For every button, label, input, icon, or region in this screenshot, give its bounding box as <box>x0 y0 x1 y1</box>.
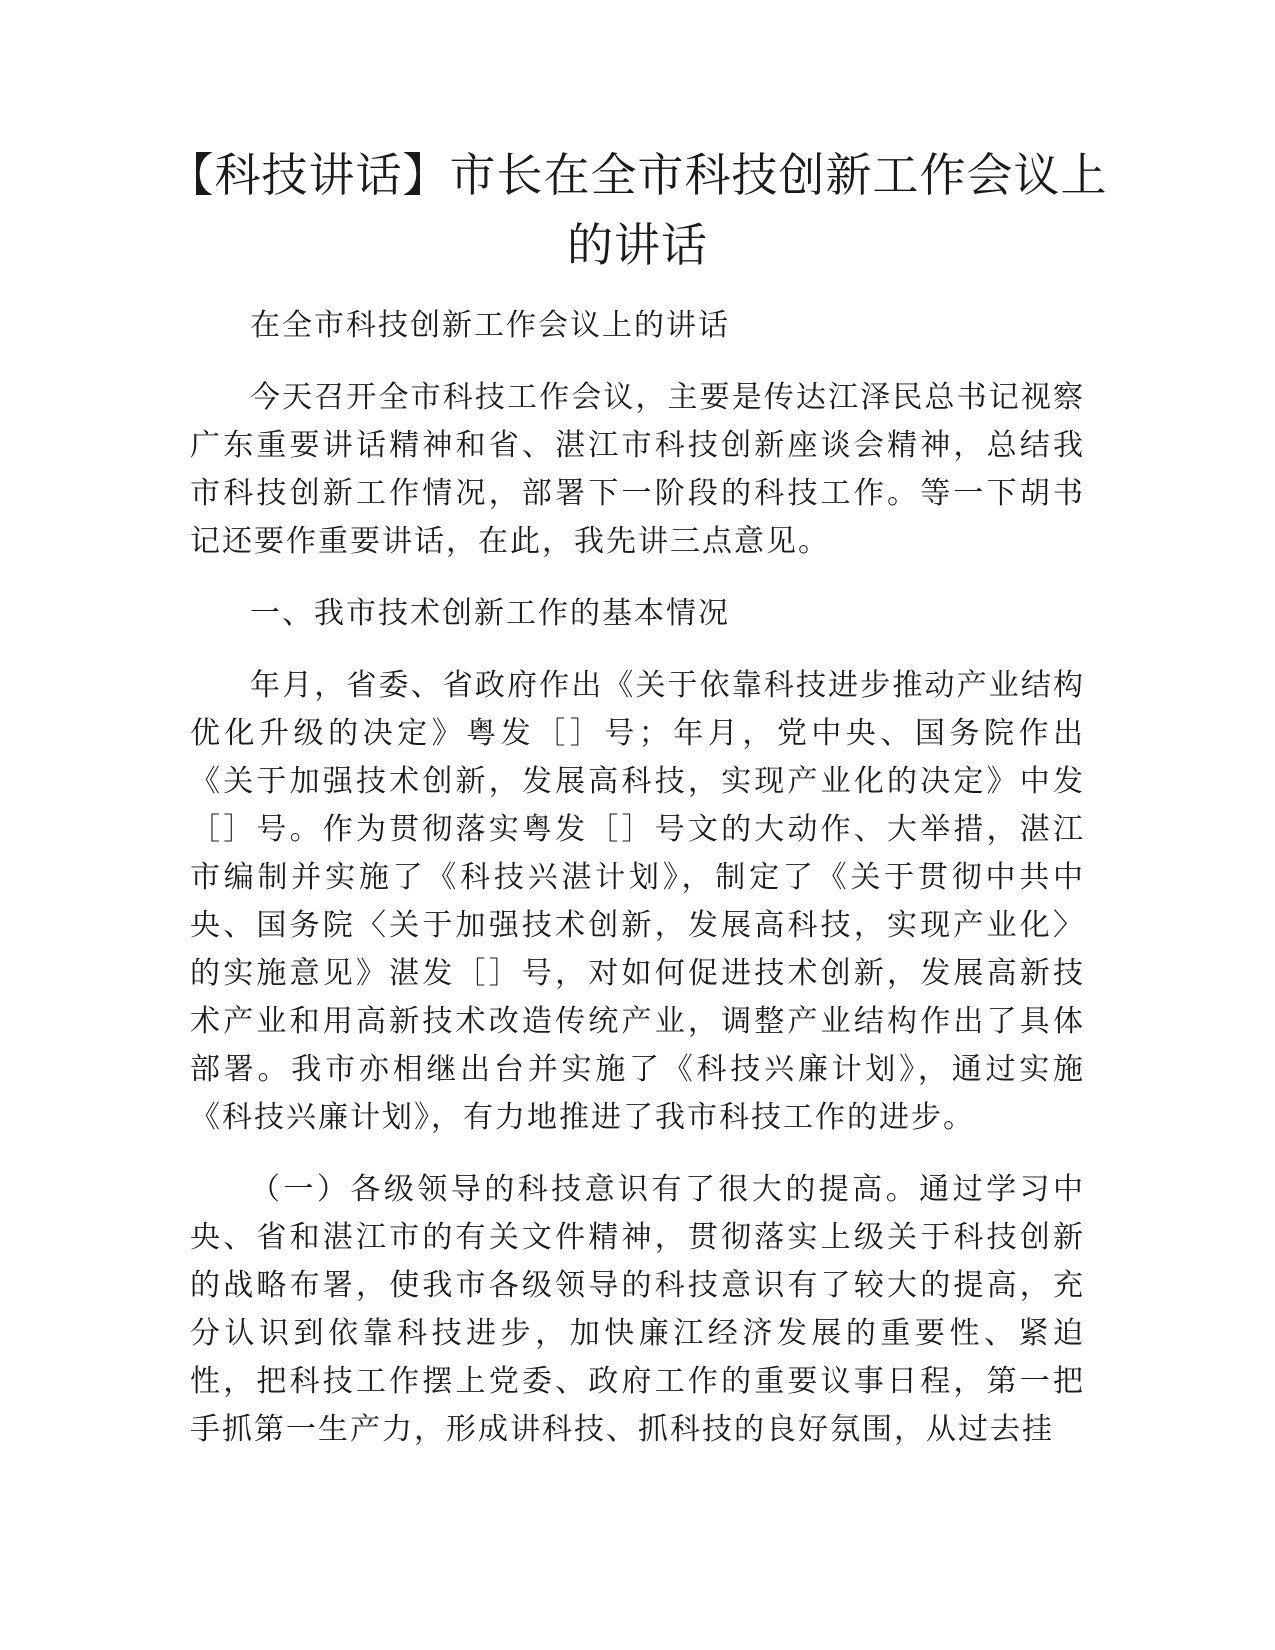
document-title: 【科技讲话】市长在全市科技创新工作会议上的讲话 <box>167 148 1108 272</box>
section-heading: 一、我市技术创新工作的基本情况 <box>250 596 730 631</box>
document-body <box>190 302 1085 1478</box>
paragraph-intro: 今天召开全市科技工作会议，主要是传达江泽民总书记视察广东重要讲话精神和省、湛江市科技创新座谈会精神，总结我市科技创新工作情况，部署下一阶段的科技工作。等一下胡书记还要作重要讲话，在此，我先讲三点意见。 <box>190 380 1085 559</box>
paragraph-background: 年月，省委、省政府作出《关于依靠科技进步推动产业结构优化升级的决定》粤发［］号；年月，党中央、国务院作出《关于加强技术创新，发展高科技，实现产业化的决定》中发［］号。作为贯彻落实粤发［］号文的大动作、大举措，湛江市编制并实施了《科技兴湛计划》，制定了《关于贯彻中共中央、国务院〈关于加强技术创新，发展高科技，实现产业化〉的实施意见》湛发［］号，对如何促进技术创新，发展高新技术产业和用高新技术改造传统产业，调整产业结构作出了具体部署。我市亦相继出台并实施了《科技兴廉计划》，通过实施《科技兴廉计划》，有力地推进了我市科技工作的进步。 <box>190 668 1085 1135</box>
paragraph-point-one: （一）各级领导的科技意识有了很大的提高。通过学习中央、省和湛江市的有关文件精神，贯彻落实上级关于科技创新的战略布署，使我市各级领导的科技意识有了较大的提高，充分认识到依靠科技进步，加快廉江经济发展的重要性、紧迫性，把科技工作摆上党委、政府工作的重要议事日程，第一把手抓第一生产力，形成讲科技、抓科技的良好氛围，从过去挂 <box>190 1172 1085 1447</box>
paragraph-subtitle: 在全市科技创新工作会议上的讲话 <box>250 308 730 343</box>
